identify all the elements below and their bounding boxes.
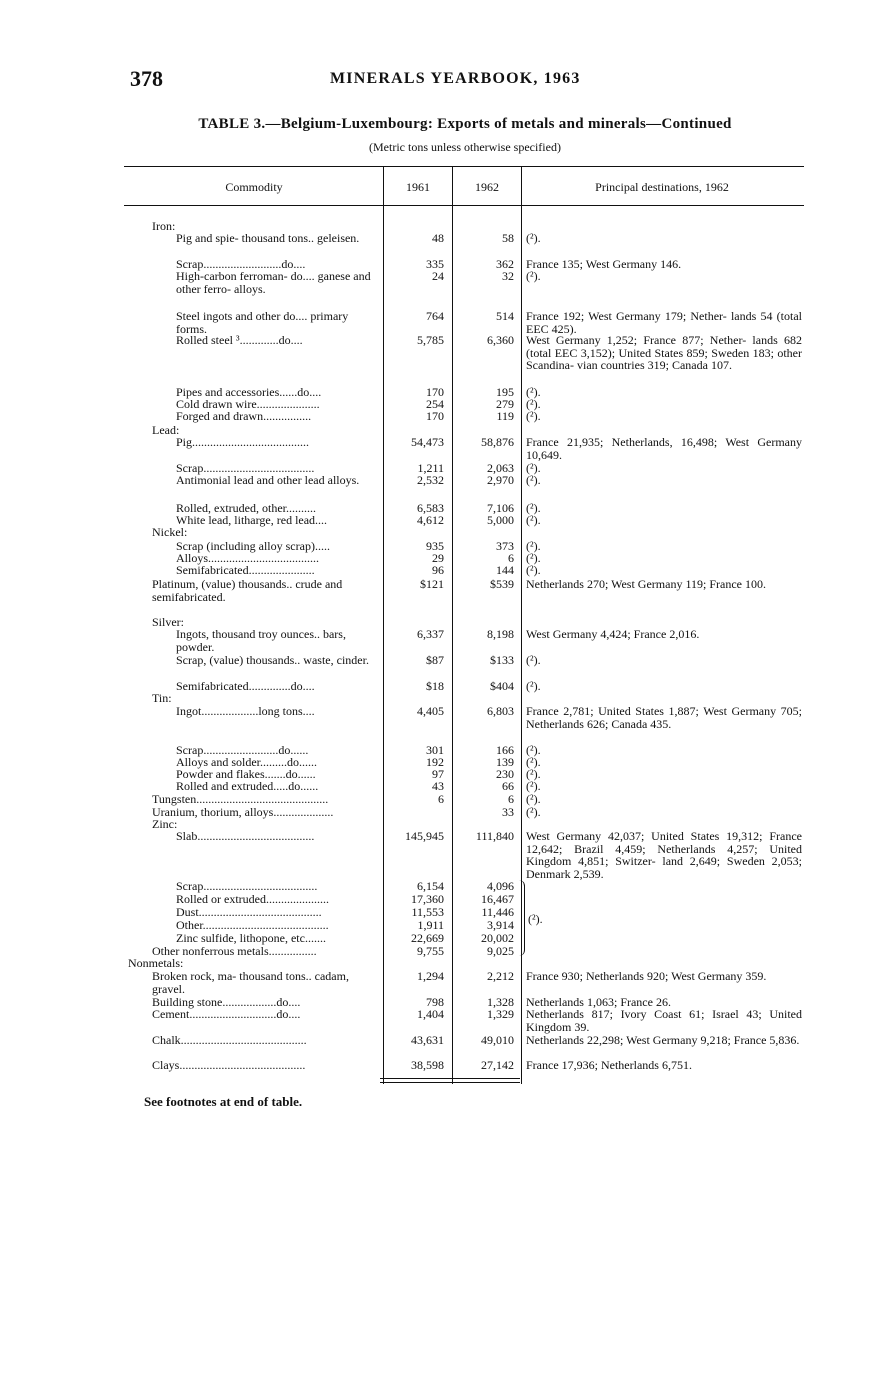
cell-1962: 144 [496, 563, 514, 577]
cell-1962: 7,106 [487, 501, 514, 515]
cell-commodity: Scrap..........................do.... [176, 257, 306, 271]
cell-1961: 22,669 [411, 931, 444, 945]
cell-commodity: Rolled or extruded..................... [176, 892, 329, 906]
column-divider [383, 166, 384, 1084]
cell-1962: 6,360 [487, 333, 514, 347]
cell-1962: 11,446 [481, 905, 514, 919]
cell-1962: 9,025 [487, 944, 514, 958]
cell-commodity: Cold drawn wire..................... [176, 397, 320, 411]
cell-1962: 16,467 [481, 892, 514, 906]
cell-1962: 66 [502, 779, 514, 793]
cell-1961: 54,473 [411, 435, 444, 449]
cell-commodity: Silver: [152, 615, 184, 629]
cell-destinations: (²). [526, 792, 541, 806]
cell-commodity: Ingot...................long tons.... [176, 704, 315, 718]
cell-1961: 4,405 [417, 704, 444, 718]
total-rule [380, 1078, 520, 1079]
cell-1961: 6,154 [417, 879, 444, 893]
cell-commodity: Alloys and solder.........do...... [176, 755, 317, 769]
cell-1961: 1,294 [417, 969, 444, 983]
cell-commodity: Rolled and extruded.....do...... [176, 779, 319, 793]
cell-1962: 514 [496, 309, 514, 323]
cell-1962: 362 [496, 257, 514, 271]
cell-commodity: Nickel: [152, 525, 188, 539]
cell-destinations: (²). [526, 461, 541, 475]
cell-1961: 5,785 [417, 333, 444, 347]
cell-1962: 27,142 [481, 1058, 514, 1072]
cell-1961: 96 [432, 563, 444, 577]
cell-commodity: Chalk.......................................... [152, 1033, 307, 1047]
cell-1962: 1,329 [487, 1007, 514, 1021]
cell-1961: 29 [432, 551, 444, 565]
cell-destinations: (²). [526, 767, 541, 781]
cell-1961: 192 [426, 755, 444, 769]
cell-commodity: Rolled, extruded, other.......... [176, 501, 316, 515]
cell-destinations: (²). [526, 779, 541, 793]
cell-commodity: Scrap.........................do...... [176, 743, 309, 757]
cell-commodity: Pipes and accessories......do.... [176, 385, 322, 399]
cell-commodity: Cement.............................do.... [152, 1007, 301, 1021]
cell-destinations: (²). [526, 269, 541, 283]
cell-destinations: (²). [526, 679, 541, 693]
cell-destinations: (²). [526, 501, 541, 515]
header-bottom-rule [124, 205, 804, 206]
cell-1962: 373 [496, 539, 514, 553]
cell-commodity: Powder and flakes.......do...... [176, 767, 316, 781]
cell-1961: 43,631 [411, 1033, 444, 1047]
cell-commodity: Pig and spie- thousand tons.. geleisen. [176, 231, 360, 245]
cell-1961: 48 [432, 231, 444, 245]
cell-destinations: France 192; West Germany 179; Nether- lands 54 (total EEC 425). [526, 309, 802, 336]
cell-1961: 254 [426, 397, 444, 411]
cell-1962: 8,198 [487, 627, 514, 641]
cell-commodity: Zinc: [152, 817, 178, 831]
cell-destinations: Netherlands 817; Ivory Coast 61; Israel 43; United Kingdom 39. [526, 1007, 802, 1034]
cell-commodity: Scrap, (value) thousands.. waste, cinder. [176, 653, 369, 667]
cell-1962: $404 [490, 679, 514, 693]
cell-1962: 6,803 [487, 704, 514, 718]
cell-1961: 6,337 [417, 627, 444, 641]
cell-1961: 145,945 [405, 829, 444, 843]
cell-1962: 58 [502, 231, 514, 245]
cell-1961: 6,583 [417, 501, 444, 515]
cell-1961: 2,532 [417, 473, 444, 487]
cell-destinations: France 135; West Germany 146. [526, 257, 682, 271]
cell-commodity: Iron: [152, 219, 176, 233]
page-header [130, 66, 800, 96]
cell-1962: 111,840 [475, 829, 514, 843]
cell-commodity: Scrap...................................... [176, 879, 318, 893]
cell-1962: 20,002 [481, 931, 514, 945]
cell-commodity: Nonmetals: [128, 956, 184, 970]
cell-destinations: (²). [526, 805, 541, 819]
cell-1962: 2,970 [487, 473, 514, 487]
cell-destinations: Netherlands 1,063; France 26. [526, 995, 671, 1009]
cell-1962: 139 [496, 755, 514, 769]
cell-commodity: Clays.......................................... [152, 1058, 306, 1072]
cell-1962: $539 [490, 577, 514, 591]
cell-commodity: Zinc sulfide, lithopone, etc....... [176, 931, 326, 945]
cell-destinations: France 17,936; Netherlands 6,751. [526, 1058, 692, 1072]
cell-1962: $133 [490, 653, 514, 667]
cell-commodity: Alloys..................................... [176, 551, 320, 565]
cell-commodity: Uranium, thorium, alloys.................... [152, 805, 334, 819]
cell-commodity: Pig....................................... [176, 435, 310, 449]
column-header-1962: 1962 [475, 180, 499, 194]
cell-1961: 1,911 [417, 918, 444, 932]
cell-destinations: (²). [526, 397, 541, 411]
cell-destinations: Netherlands 22,298; West Germany 9,218; France 5,836. [526, 1033, 800, 1047]
cell-commodity: Other nonferrous metals................ [152, 944, 317, 958]
running-title: MINERALS YEARBOOK, 1963 [330, 70, 581, 87]
cell-destinations: France 930; Netherlands 920; West Germany 359. [526, 969, 767, 983]
cell-1962: 230 [496, 767, 514, 781]
cell-destinations: Netherlands 270; West Germany 119; France 100. [526, 577, 766, 591]
cell-1962: 6 [508, 792, 514, 806]
cell-1962: 195 [496, 385, 514, 399]
cell-commodity: Antimonial lead and other lead alloys. [176, 473, 360, 487]
cell-1961: 1,211 [417, 461, 444, 475]
cell-destinations: (²). [526, 653, 541, 667]
cell-commodity: Ingots, thousand troy ounces.. bars, powder. [176, 627, 346, 654]
cell-commodity: Broken rock, ma- thousand tons.. cadam, gravel. [152, 969, 349, 996]
cell-1961: 301 [426, 743, 444, 757]
cell-1961: $87 [426, 653, 444, 667]
cell-commodity: White lead, litharge, red lead.... [176, 513, 328, 527]
cell-1962: 2,212 [487, 969, 514, 983]
cell-1961: $18 [426, 679, 444, 693]
cell-commodity: Building stone..................do.... [152, 995, 301, 1009]
footnote-reference: See footnotes at end of table. [144, 1094, 303, 1109]
cell-destinations: (²). [526, 473, 541, 487]
cell-1961: 935 [426, 539, 444, 553]
cell-1962: 32 [502, 269, 514, 283]
cell-commodity: Slab....................................... [176, 829, 315, 843]
cell-1961: $121 [420, 577, 444, 591]
cell-commodity: Rolled steel ³.............do.... [176, 333, 303, 347]
table-top-rule [124, 166, 804, 167]
cell-destinations: (²). [526, 743, 541, 757]
cell-1961: 11,553 [411, 905, 444, 919]
cell-1961: 764 [426, 309, 444, 323]
cell-1961: 798 [426, 995, 444, 1009]
cell-1962: 166 [496, 743, 514, 757]
table-title: TABLE 3.—Belgium-Luxembourg: Exports of metals and minerals—Continued [198, 116, 732, 132]
cell-1961: 97 [432, 767, 444, 781]
cell-1961: 24 [432, 269, 444, 283]
cell-commodity: Semifabricated...................... [176, 563, 315, 577]
cell-destinations: West Germany 1,252; France 877; Nether- lands 682 (total EEC 3,152); United States 859; Sweden 183; other Scandina- vian countries 319; Canada 107. [526, 333, 802, 372]
cell-1961: 43 [432, 779, 444, 793]
total-rule [380, 1082, 520, 1083]
column-header-destinations: Principal destinations, 1962 [595, 180, 729, 194]
cell-1962: 49,010 [481, 1033, 514, 1047]
cell-destinations: West Germany 4,424; France 2,016. [526, 627, 700, 641]
cell-destinations: (²). [526, 551, 541, 565]
column-header-commodity: Commodity [225, 180, 283, 194]
cell-destinations: (²). [526, 409, 541, 423]
cell-commodity: Platinum, (value) thousands.. crude and semifabricated. [152, 577, 343, 604]
cell-destinations: (²). [526, 385, 541, 399]
cell-commodity: Scrap..................................... [176, 461, 315, 475]
cell-1961: 1,404 [417, 1007, 444, 1021]
brace-note: (²). [528, 912, 543, 926]
cell-1962: 2,063 [487, 461, 514, 475]
cell-destinations: (²). [526, 755, 541, 769]
cell-1962: 119 [496, 409, 514, 423]
cell-1961: 9,755 [417, 944, 444, 958]
cell-destinations: (²). [526, 539, 541, 553]
cell-commodity: Forged and drawn................ [176, 409, 312, 423]
cell-destinations: West Germany 42,037; United States 19,312; France 12,642; Brazil 4,459; Netherlands 4,257; United Kingdom 4,851; Switzer- land 2,649; Sweden 2,053; Denmark 2,539. [526, 829, 802, 881]
table-subtitle: (Metric tons unless otherwise specified) [369, 140, 561, 154]
cell-1961: 38,598 [411, 1058, 444, 1072]
column-header-1961: 1961 [406, 180, 430, 194]
cell-commodity: Lead: [152, 423, 180, 437]
cell-commodity: Other.......................................... [176, 918, 329, 932]
cell-destinations: (²). [526, 563, 541, 577]
cell-commodity: Steel ingots and other do.... primary forms. [176, 309, 349, 336]
cell-1962: 5,000 [487, 513, 514, 527]
cell-commodity: Semifabricated..............do.... [176, 679, 315, 693]
page-number: 378 [130, 66, 163, 91]
cell-1961: 17,360 [411, 892, 444, 906]
cell-destinations: France 2,781; United States 1,887; West Germany 705; Netherlands 626; Canada 435. [526, 704, 802, 731]
cell-1962: 4,096 [487, 879, 514, 893]
cell-1961: 170 [426, 385, 444, 399]
cell-commodity: Dust......................................... [176, 905, 322, 919]
cell-1962: 3,914 [487, 918, 514, 932]
brace-mark [516, 880, 525, 956]
cell-destinations: (²). [526, 231, 541, 245]
cell-1961: 6 [438, 792, 444, 806]
cell-1962: 58,876 [481, 435, 514, 449]
cell-destinations: (²). [526, 513, 541, 527]
column-divider [452, 166, 453, 1084]
cell-1962: 6 [508, 551, 514, 565]
cell-commodity: Scrap (including alloy scrap)..... [176, 539, 330, 553]
cell-1961: 335 [426, 257, 444, 271]
cell-1961: 4,612 [417, 513, 444, 527]
cell-commodity: High-carbon ferroman- do.... ganese and other ferro- alloys. [176, 269, 371, 296]
cell-destinations: France 21,935; Netherlands, 16,498; West Germany 10,649. [526, 435, 802, 462]
cell-1962: 1,328 [487, 995, 514, 1009]
cell-1962: 33 [502, 805, 514, 819]
cell-commodity: Tin: [152, 691, 172, 705]
cell-1962: 279 [496, 397, 514, 411]
cell-commodity: Tungsten............................................ [152, 792, 329, 806]
cell-1961: 170 [426, 409, 444, 423]
